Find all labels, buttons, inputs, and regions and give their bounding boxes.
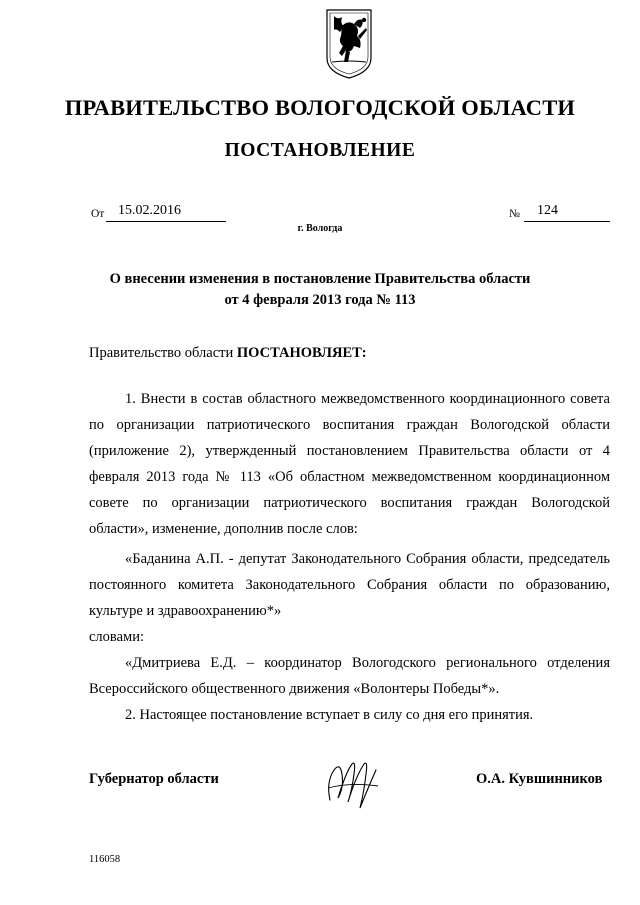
preamble-bold: ПОСТАНОВЛЯЕТ:	[236, 345, 367, 361]
number-underline	[524, 221, 610, 222]
date-value: 15.02.2016	[118, 203, 181, 218]
city-label: г. Вологда	[297, 223, 343, 234]
signatory-position: Губернатор области	[89, 771, 219, 787]
coat-of-arms-emblem	[324, 6, 374, 82]
document-body	[89, 340, 610, 728]
handwritten-signature	[322, 752, 384, 816]
paragraph-1: 1. Внести в состав областного межведомственного координационного совета по организации патриотического воспитания граждан Вологодской области (приложение 2), утвержденный постановлением Правительства области от 4 февраля 2013 года № 113 «Об областном межведомственном координационном совете по организации патриотического воспитания граждан Вологодской области», изменение, дополнив после слов:	[89, 391, 610, 537]
paragraph-2: 2. Настоящее постановление вступает в силу со дня его принятия.	[125, 707, 534, 723]
document-code: 116058	[89, 854, 121, 865]
preamble	[89, 340, 610, 366]
words-label: словами:	[89, 629, 144, 645]
preamble-text: Правительство области	[89, 345, 237, 361]
document-type: ПОСТАНОВЛЕНИЕ	[224, 140, 416, 161]
signatory-name: О.А. Кувшинников	[476, 771, 603, 787]
document-title-line2: от 4 февраля 2013 года № 113	[224, 292, 416, 308]
quote-1: «Баданина А.П. - депутат Законодательного Собрания области, председатель постоянного комитета Законодательного Собрания области по образованию, культуре и здравоохранению*»	[89, 551, 610, 619]
date-label: От	[91, 208, 105, 220]
document-title-line1: О внесении изменения в постановление Правительства области	[109, 271, 531, 287]
number-label: №	[509, 208, 520, 220]
organization-title: ПРАВИТЕЛЬСТВО ВОЛОГОДСКОЙ ОБЛАСТИ	[64, 95, 576, 120]
number-value: 124	[537, 203, 558, 218]
quote-2: «Дмитриева Е.Д. – координатор Вологодского регионального отделения Всероссийского общественного движения «Волонтеры Победы*».	[89, 655, 610, 697]
date-underline	[106, 221, 226, 222]
